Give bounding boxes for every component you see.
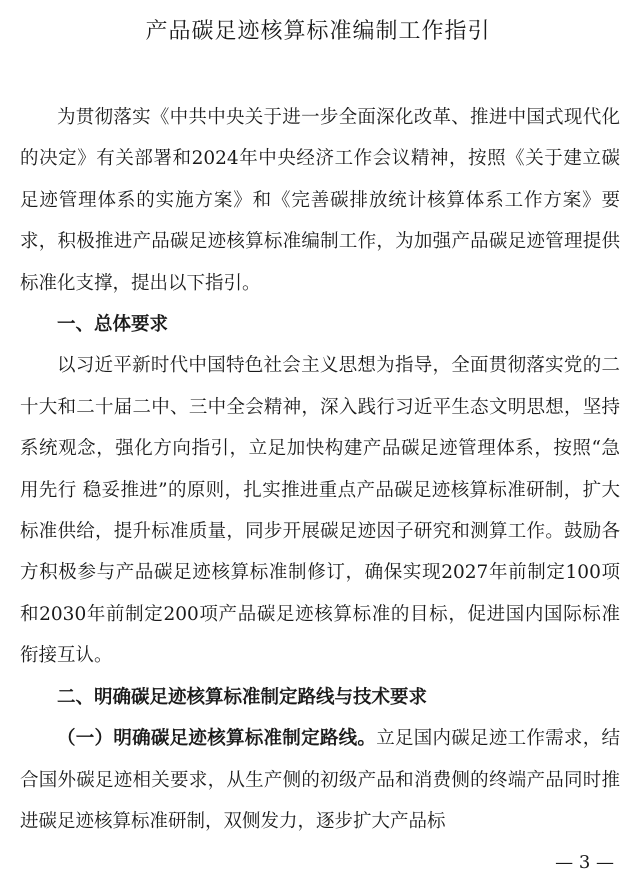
general-requirements-paragraph: 以习近平新时代中国特色社会主义思想为指导，全面贯彻落实党的二十大和二十届二中、三中全会精神，深入践行习近平生态文明思想，坚持系统观念，强化方向指引，立足加快构建产品碳足迹管理体系，按照“急用先行 稳妥推进”的原则，扎实推进重点产品碳足迹核算标准研制，扩大标准供给，提升标准质量，同步开展碳足迹因子研究和测算工作。鼓励各方积极参与产品碳足迹核算标准制修订，确保实现2027年前制定100项和2030年前制定200项产品碳足迹核算标准的目标，促进国内国际标准衔接互认。 [20, 355, 620, 667]
item-1-label: （一）明确碳足迹核算标准制定路线。 [57, 728, 377, 750]
page-number: — 3 — [555, 852, 614, 873]
document-body [20, 97, 620, 842]
section-heading-general-requirements: 一、总体要求 [57, 314, 169, 336]
document-title: 产品碳足迹核算标准编制工作指引 [145, 19, 491, 44]
standard-route-paragraph [20, 718, 620, 842]
item-1-text: 立足国内碳足迹工作需求，结合国外碳足迹相关要求，从生产侧的初级产品和消费侧的终端产品同时推进碳足迹核算标准研制，双侧发力，逐步扩大产品标 [20, 728, 620, 832]
intro-paragraph: 为贯彻落实《中共中央关于进一步全面深化改革、推进中国式现代化的决定》有关部署和2024年中央经济工作会议精神，按照《关于建立碳足迹管理体系的实施方案》和《完善碳排放统计核算体系工作方案》要求，积极推进产品碳足迹核算标准编制工作，为加强产品碳足迹管理提供标准化支撑，提出以下指引。 [20, 107, 620, 294]
section-heading-standard-route: 二、明确碳足迹核算标准制定路线与技术要求 [57, 686, 428, 708]
